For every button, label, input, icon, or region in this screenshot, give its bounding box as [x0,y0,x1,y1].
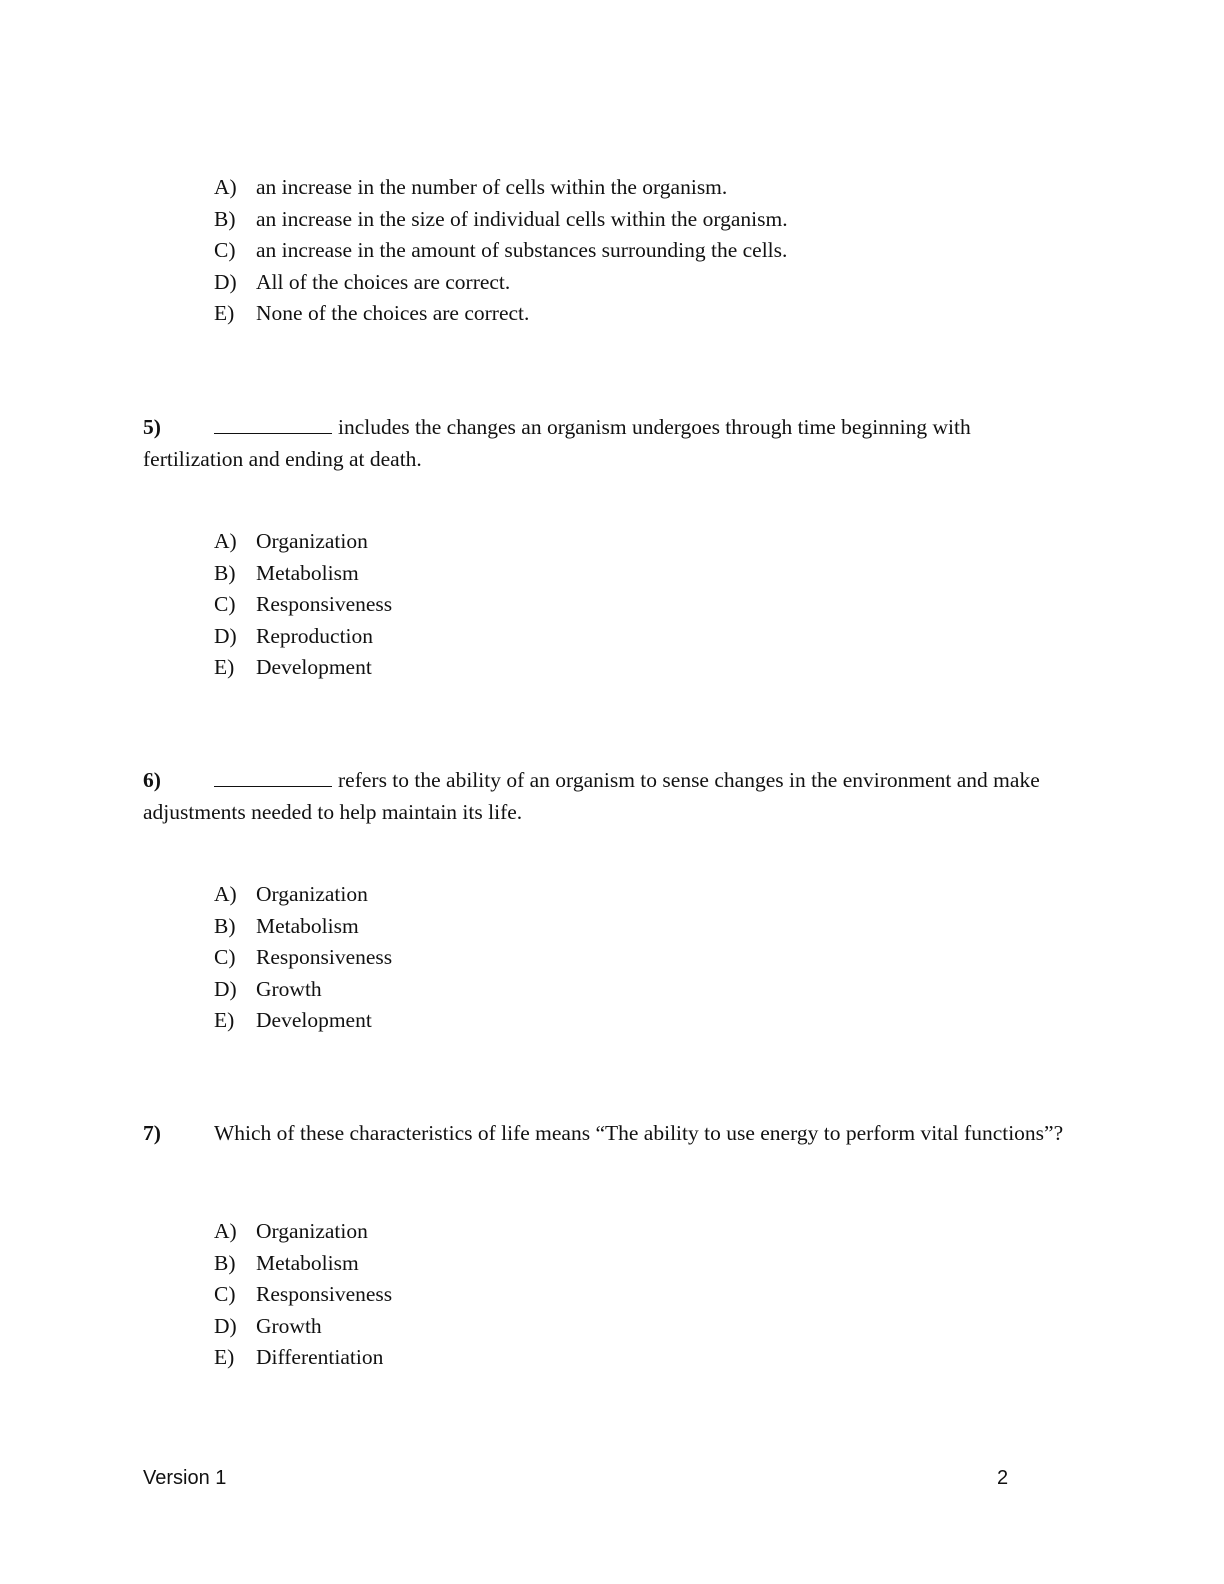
footer-version: Version 1 [143,1467,227,1489]
choice-letter: E) [214,1008,235,1032]
q5-choice-list [214,526,392,684]
q6-choice-list [214,879,392,1037]
choice-text: Development [256,1008,372,1032]
choice-letter: C) [214,238,236,262]
question-text: includes the changes an organism undergoes through time beginning with fertilization and ending at death. [143,415,971,471]
q5-choice-c[interactable] [214,589,392,621]
choice-text: an increase in the amount of substances surrounding the cells. [256,238,788,262]
choice-letter: C) [214,945,236,969]
question-number: 5) [143,415,161,439]
q7-choice-b[interactable] [214,1248,392,1280]
choice-text: Organization [256,529,368,553]
question-text: refers to the ability of an organism to sense changes in the environment and make adjustments needed to help maintain its life. [143,768,1040,824]
choice-text: Metabolism [256,560,359,585]
choice-text: an increase in the number of cells within the organism. [256,175,728,199]
choice-letter: D) [214,623,237,648]
q6-choice-d[interactable] [214,974,392,1006]
choice-letter: E) [214,301,235,325]
q4-choice-c[interactable] [214,235,788,267]
choice-letter: A) [214,1219,237,1243]
q6-choice-b[interactable] [214,911,392,943]
choice-text: Responsiveness [256,1282,393,1306]
q5-choice-e[interactable] [214,652,392,684]
choice-text: Organization [256,1219,368,1243]
choice-text: Growth [256,976,322,1001]
q5-choice-a[interactable] [214,526,392,558]
choice-text: Reproduction [256,623,374,648]
choice-letter: C) [214,592,236,616]
choice-letter: E) [214,655,235,679]
q4-choice-a[interactable] [214,172,788,204]
choice-text: Growth [256,1313,322,1338]
choice-letter: A) [214,882,237,906]
choice-text: Organization [256,882,368,906]
q6-choice-a[interactable] [214,879,392,911]
choice-text: an increase in the size of individual cells within the organism. [256,206,788,231]
q7-choice-list [214,1216,392,1374]
choice-letter: D) [214,269,237,294]
choice-letter: C) [214,1282,236,1306]
choice-letter: D) [214,976,237,1001]
question-7-stem [143,1118,1068,1150]
question-number: 6) [143,768,161,792]
q4-choice-e[interactable] [214,298,788,330]
q5-choice-b[interactable] [214,558,392,590]
question-6-stem [143,765,1068,828]
choice-letter: A) [214,529,237,553]
choice-letter: D) [214,1313,237,1338]
choice-text: Responsiveness [256,945,393,969]
q6-choice-e[interactable] [214,1005,392,1037]
choice-letter: A) [214,175,237,199]
choice-letter: B) [214,1250,236,1275]
choice-text: None of the choices are correct. [256,301,530,325]
choice-text: Development [256,655,372,679]
fill-in-blank [214,415,332,434]
choice-letter: E) [214,1345,235,1369]
choice-text: Metabolism [256,913,359,938]
q7-choice-c[interactable] [214,1279,392,1311]
choice-text: Differentiation [256,1345,384,1369]
q7-choice-e[interactable] [214,1342,392,1374]
question-text: Which of these characteristics of life means “The ability to use energy to perform vital functions”? [214,1121,1064,1145]
choice-text: Responsiveness [256,592,393,616]
footer-page-number: 2 [997,1467,1009,1489]
q4-choice-d[interactable] [214,267,788,299]
q7-choice-a[interactable] [214,1216,392,1248]
q5-choice-d[interactable] [214,621,392,653]
fill-in-blank [214,768,332,787]
question-5-stem [143,412,1068,475]
q7-choice-d[interactable] [214,1311,392,1343]
choice-text: Metabolism [256,1250,359,1275]
choice-text: All of the choices are correct. [256,269,511,294]
q6-choice-c[interactable] [214,942,392,974]
choice-letter: B) [214,560,236,585]
q4-choice-b[interactable] [214,204,788,236]
choice-letter: B) [214,913,236,938]
q4-choice-list [214,172,788,330]
question-number: 7) [143,1121,161,1145]
choice-letter: B) [214,206,236,231]
